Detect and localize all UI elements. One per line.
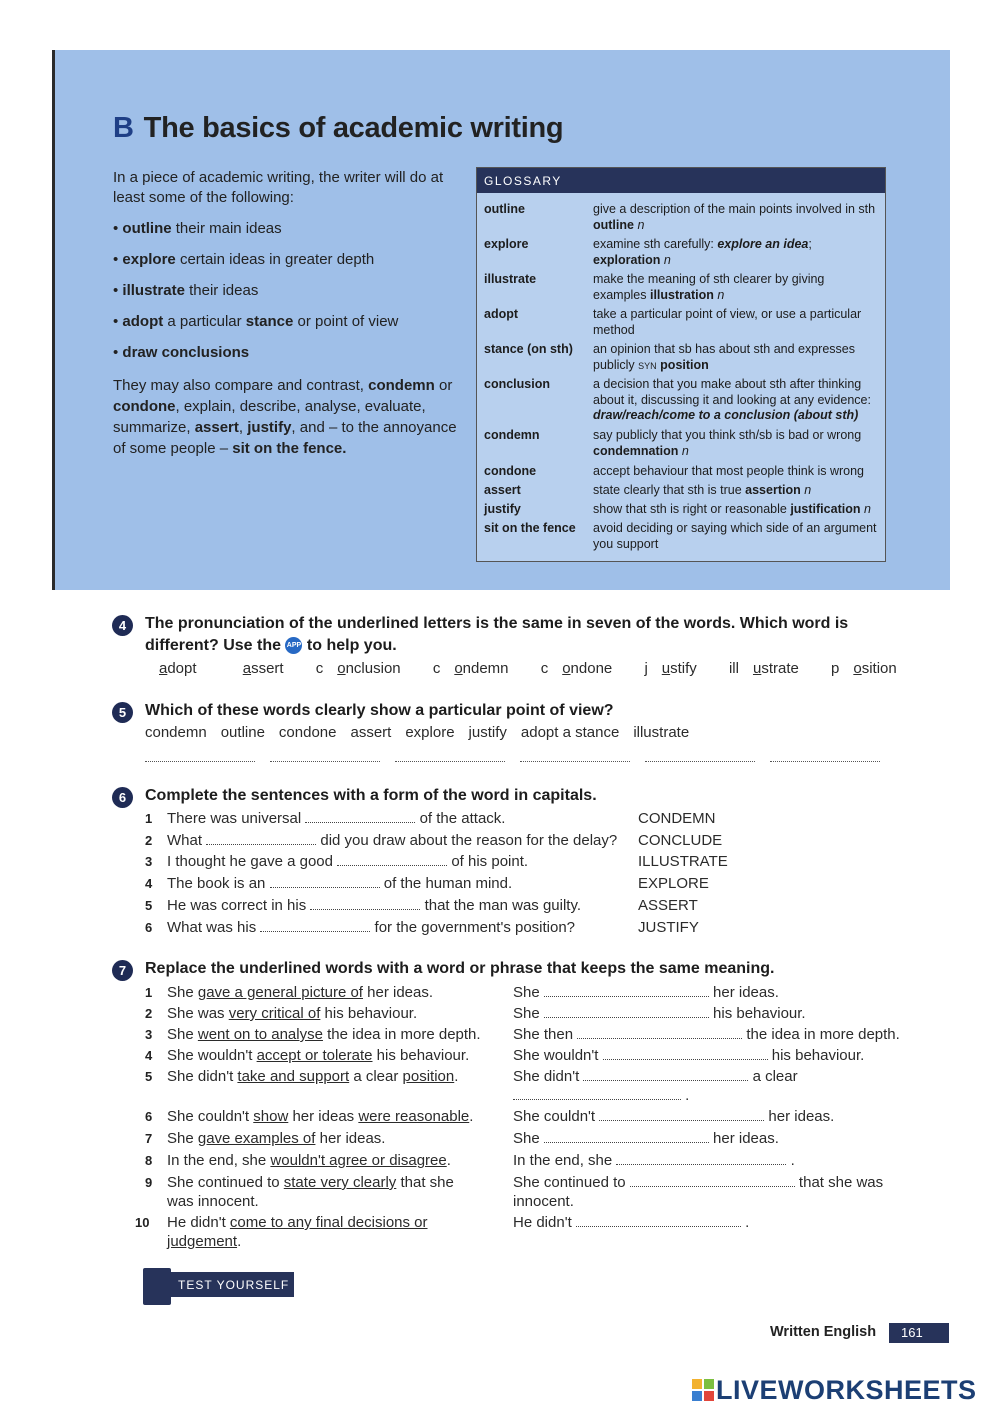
app-icon[interactable]: APP [285, 637, 302, 654]
question-4-number: 4 [112, 615, 133, 636]
answer-blank[interactable] [603, 1047, 768, 1060]
answer-blank[interactable] [270, 875, 380, 888]
glossary-term: stance (on sth) [484, 342, 573, 356]
item-number: 7 [145, 1131, 153, 1146]
glossary-definition: state clearly that sth is true assertion n [593, 483, 812, 497]
question-5-words [145, 724, 703, 741]
glossary-definition: say publicly that you think sth/sb is bad or wrong condemnation n [593, 428, 862, 458]
answer-blank[interactable] [337, 853, 447, 866]
q7-rewrite-sentence: She didn't a clear [513, 1068, 798, 1085]
q7-original-sentence: 10 He didn't come to any final decisions or [145, 1212, 495, 1234]
answer-blank[interactable] [513, 1087, 681, 1100]
answer-blank[interactable] [270, 761, 380, 762]
panel-rule [52, 50, 55, 590]
glossary-definition: show that sth is right or reasonable justification n [593, 502, 871, 516]
q7-rewrite-sentence: She her ideas. [513, 1130, 779, 1147]
sentence-row: 3 I thought he gave a good of his point. [145, 853, 529, 870]
q7-original-sentence: 9 She continued to state very clearly that she [145, 1172, 495, 1194]
word-item: adopt a stance [520, 724, 620, 741]
item-number: 4 [145, 1048, 153, 1063]
answer-blank[interactable] [645, 761, 755, 762]
glossary-definition: an opinion that sb has about sth and expresses publicly SYN position [593, 342, 855, 372]
bullet-item: • outline their main ideas [113, 220, 282, 237]
capital-word: ASSERT [638, 897, 698, 914]
q7-rewrite-sentence: She wouldn't his behaviour. [513, 1047, 865, 1064]
answer-blank[interactable] [544, 984, 709, 997]
item-number: 5 [145, 1069, 153, 1084]
glossary-box [476, 167, 886, 562]
question-7-number: 7 [112, 960, 133, 981]
word-item: condemn [145, 724, 207, 741]
answer-blank[interactable] [145, 761, 255, 762]
q7-rewrite-sentence-cont: innocent. [513, 1193, 574, 1210]
intro-text: In a piece of academic writing, the writer will do at least some of the following: [113, 169, 444, 206]
answer-blank[interactable] [310, 897, 420, 910]
item-number: 2 [145, 1006, 153, 1021]
question-4-prompt: The pronunciation of the underlined letters is the same in seven of the words. Which word is different? Use the APP to help you. [145, 615, 849, 654]
q7-original-sentence: 2 She was very critical of his behaviour. [145, 1003, 495, 1025]
question-5-number: 5 [112, 702, 133, 723]
glossary-definition: give a description of the main points involved in sth outline n [593, 202, 876, 232]
word-item: justify [468, 724, 507, 741]
glossary-definition: avoid deciding or saying which side of an argument you support [593, 521, 877, 551]
sentence-row: 6 What was his for the government's position? [145, 919, 576, 936]
word-item: c ondemn [432, 660, 509, 677]
answer-blank[interactable] [206, 832, 316, 845]
q7-original-sentence: 7 She gave examples of her ideas. [145, 1128, 495, 1150]
footer-section: Written English [770, 1324, 877, 1340]
section-title [113, 112, 563, 145]
answer-blank[interactable] [576, 1214, 741, 1227]
sentence-row: 2 What did you draw about the reason for the delay? [145, 832, 618, 849]
liveworksheets-logo: LIVEWORKSHEETS [692, 1375, 977, 1406]
q7-original-sentence: 4 She wouldn't accept or tolerate his behaviour. [145, 1045, 495, 1067]
glossary-term: conclusion [484, 377, 550, 391]
bullet-item: • illustrate their ideas [113, 282, 259, 299]
page-number: 161 [889, 1323, 949, 1343]
answer-blank[interactable] [630, 1174, 795, 1187]
word-item: illustrate [633, 724, 690, 741]
glossary-term: assert [484, 483, 521, 497]
question-6-prompt: Complete the sentences with a form of the word in capitals. [145, 787, 597, 804]
bullet-item: • draw conclusions [113, 344, 250, 361]
glossary-definition: a decision that you make about sth after thinking about it, discussing it and looking at any evidence: draw/reach/come to a conclusion (about sth) [593, 377, 871, 422]
answer-blank[interactable] [599, 1108, 764, 1121]
q7-original-sentence: 6 She couldn't show her ideas were reasonable. [145, 1106, 495, 1128]
word-item: c ondone [540, 660, 613, 677]
answer-blank[interactable] [583, 1068, 748, 1081]
glossary-definition: make the meaning of sth clearer by giving examples illustration n [593, 272, 825, 302]
capital-word: ILLUSTRATE [638, 853, 728, 870]
glossary-term: condemn [484, 428, 540, 442]
q7-original-sentence: 3 She went on to analyse the idea in more depth. [145, 1024, 495, 1046]
question-7-prompt: Replace the underlined words with a word or phrase that keeps the same meaning. [145, 960, 775, 977]
glossary-definition: accept behaviour that most people think is wrong [593, 464, 864, 478]
bullet-item: • adopt a particular stance or point of view [113, 313, 399, 330]
glossary-term: adopt [484, 307, 519, 321]
glossary-definition: examine sth carefully: explore an idea; exploration n [593, 237, 812, 267]
liveworksheets-icon [692, 1379, 714, 1401]
answer-blank[interactable] [395, 761, 505, 762]
test-yourself-button[interactable] [143, 1268, 295, 1305]
word-item: adopt [159, 660, 197, 677]
q7-rewrite-sentence-cont: . [513, 1085, 689, 1107]
answer-blank[interactable] [544, 1130, 709, 1143]
q7-original-sentence-cont: was innocent. [167, 1193, 259, 1210]
glossary-term: condone [484, 464, 537, 478]
item-number: 1 [145, 985, 153, 1000]
capital-word: EXPLORE [638, 875, 709, 892]
item-number: 9 [145, 1175, 153, 1190]
capital-word: CONDEMN [638, 810, 716, 827]
q7-rewrite-sentence: He didn't . [513, 1214, 750, 1231]
word-item: j ustify [644, 660, 697, 677]
extra-paragraph: They may also compare and contrast, condemn or condone, explain, describe, analyse, evaluate, summarize, assert, justify, and – to the annoyance of some people – sit on the fence. [113, 377, 457, 457]
q7-original-sentence: 5 She didn't take and support a clear position. [145, 1066, 495, 1088]
answer-blank[interactable] [520, 761, 630, 762]
section-title-text: The basics of academic writing [143, 112, 564, 144]
word-item: explore [405, 724, 455, 741]
glossary-term: outline [484, 202, 525, 216]
item-number: 10 [135, 1215, 150, 1230]
answer-blank[interactable] [770, 761, 880, 762]
word-item: condone [278, 724, 337, 741]
word-item: assert [350, 724, 392, 741]
q7-original-sentence-cont: judgement. [167, 1233, 242, 1250]
glossary-heading: GLOSSARY [477, 168, 885, 193]
answer-blank[interactable] [260, 919, 370, 932]
question-6-number: 6 [112, 787, 133, 808]
word-item: ill ustrate [728, 660, 799, 677]
q7-rewrite-sentence: She then the idea in more depth. [513, 1026, 900, 1043]
q7-rewrite-sentence: She continued to that she was [513, 1174, 884, 1191]
word-item: c onclusion [315, 660, 401, 677]
sentence-row: 5 He was correct in his that the man was guilty. [145, 897, 582, 914]
answer-blank[interactable] [544, 1005, 709, 1018]
sentence-row: 1 There was universal of the attack. [145, 810, 506, 827]
glossary-term: sit on the fence [484, 521, 576, 535]
question-4-words [145, 660, 925, 677]
book-icon [143, 1268, 171, 1305]
q7-original-sentence: 1 She gave a general picture of her ideas. [145, 982, 495, 1004]
capital-word: JUSTIFY [638, 919, 699, 936]
item-number: 8 [145, 1153, 153, 1168]
q7-rewrite-sentence: She her ideas. [513, 984, 779, 1001]
answer-blank[interactable] [577, 1026, 742, 1039]
sentence-row: 4 The book is an of the human mind. [145, 875, 513, 892]
bullet-item: • explore certain ideas in greater depth [113, 251, 375, 268]
q7-rewrite-sentence: In the end, she . [513, 1152, 795, 1169]
word-item: assert [242, 660, 284, 677]
item-number: 3 [145, 1027, 153, 1042]
glossary-term: illustrate [484, 272, 537, 286]
glossary-term: explore [484, 237, 529, 251]
section-letter: B [113, 112, 134, 144]
glossary-term: justify [484, 502, 521, 516]
capital-word: CONCLUDE [638, 832, 723, 849]
q7-original-sentence: 8 In the end, she wouldn't agree or disagree. [145, 1150, 495, 1172]
question-5-prompt: Which of these words clearly show a particular point of view? [145, 702, 614, 719]
q7-rewrite-sentence: She his behaviour. [513, 1005, 806, 1022]
item-number: 6 [145, 1109, 153, 1124]
bullet-list [113, 218, 458, 373]
test-yourself-label: TEST YOURSELF [168, 1272, 294, 1297]
answer-blank[interactable] [616, 1152, 786, 1165]
answer-blank[interactable] [305, 810, 415, 823]
word-item: outline [220, 724, 265, 741]
q7-rewrite-sentence: She couldn't her ideas. [513, 1108, 835, 1125]
glossary-definition: take a particular point of view, or use a particular method [593, 307, 862, 337]
word-item: p osition [831, 660, 897, 677]
